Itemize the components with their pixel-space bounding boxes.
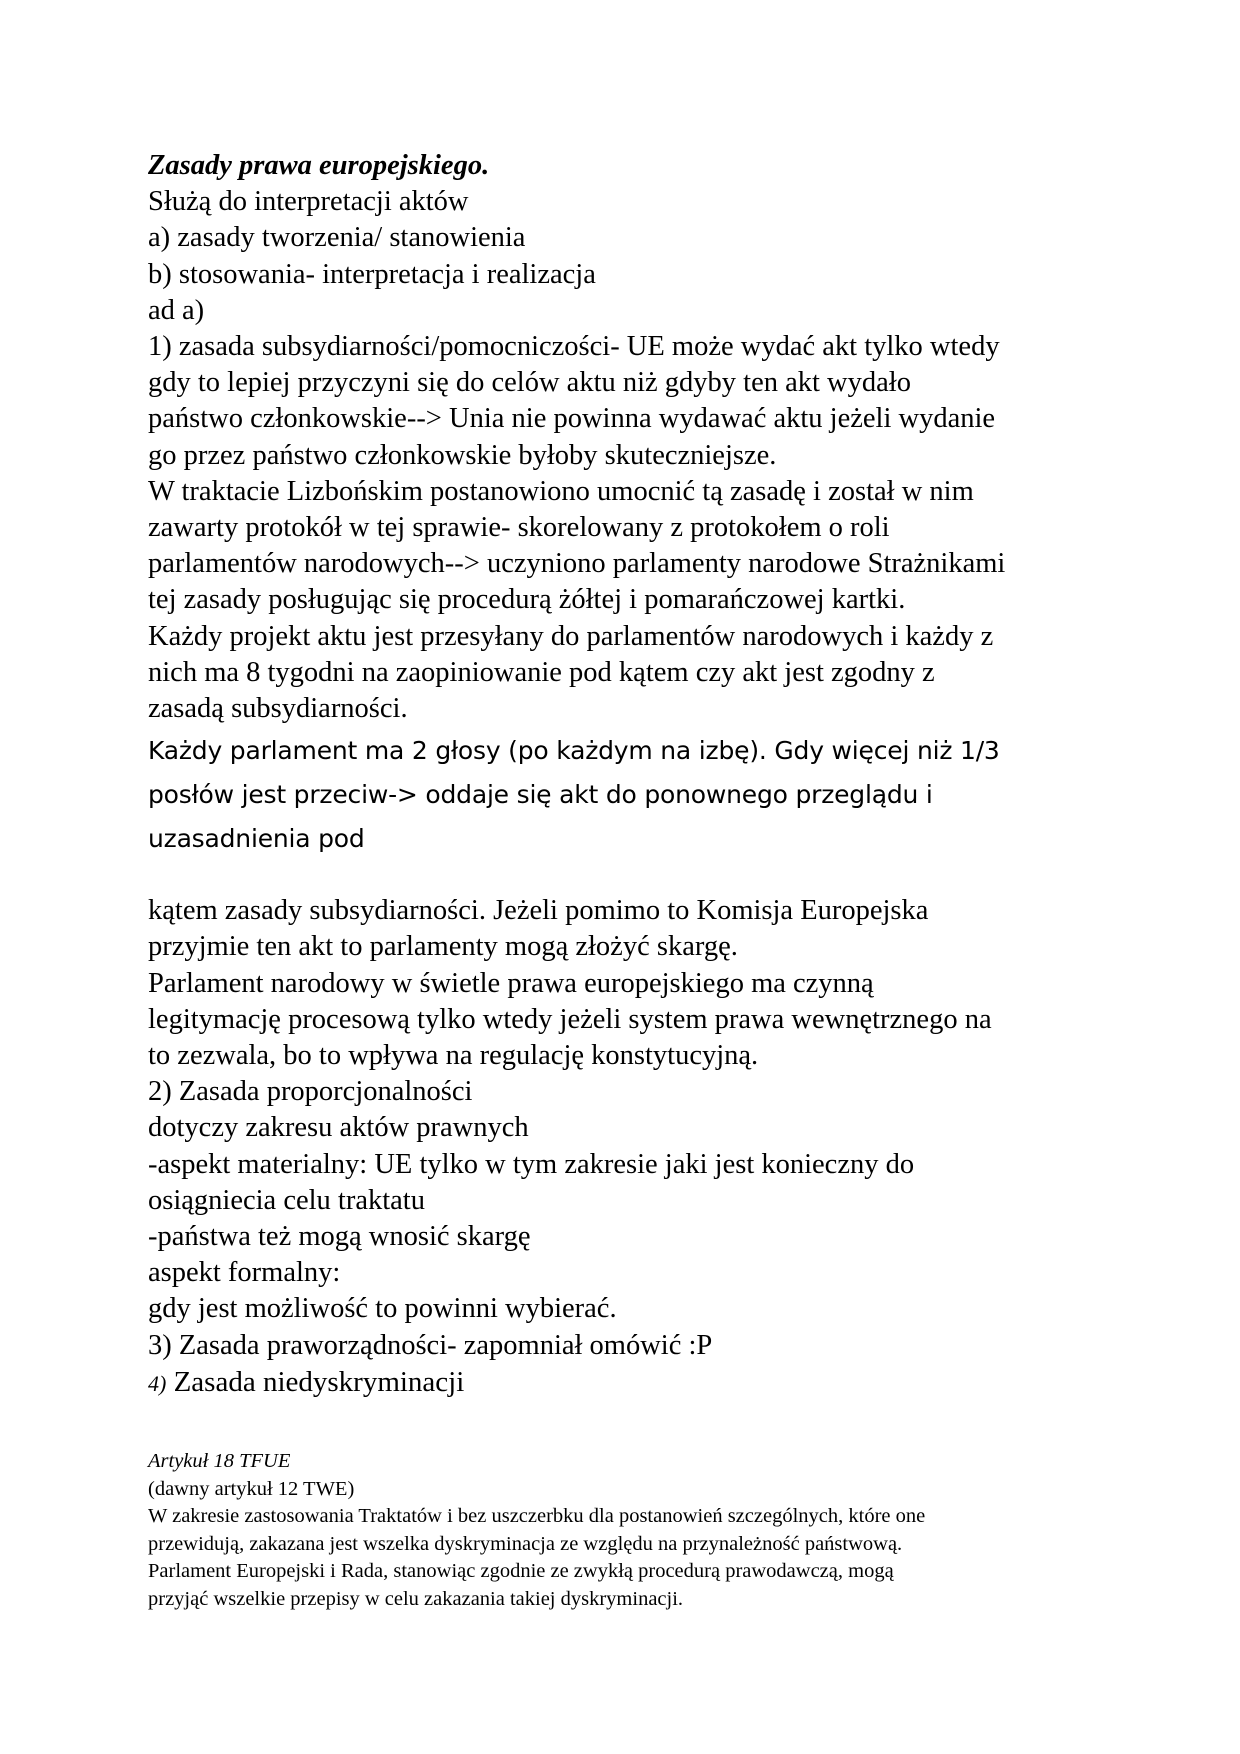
document-title: Zasady prawa europejskiego. — [148, 150, 490, 181]
text-line: Służą do interpretacji aktów — [148, 186, 469, 218]
article-title: Artykuł 18 TFUE — [148, 1450, 291, 1473]
continuation-section — [148, 893, 1108, 1402]
text-line: a) zasady tworzenia/ stanowienia — [148, 222, 526, 254]
text-line: 3) Zasada praworządności- zapomniał omówić :P — [148, 1329, 713, 1361]
text-line: zasadą subsydiarności. — [148, 693, 408, 725]
text-line: tej zasady posługując się procedurą żółtej i pomarańczowej kartki. — [148, 584, 906, 616]
item-4-text: Zasada niedyskryminacji — [166, 1365, 465, 1398]
document-page — [148, 148, 1108, 1613]
text-line: Każdy parlament ma 2 głosy (po każdym na izbę). Gdy więcej niż 1/3 — [148, 736, 1000, 766]
item-4-heading — [148, 1364, 1108, 1402]
text-line: zawarty protokół w tej sprawie- skorelowany z protokołem o roli — [148, 512, 890, 544]
intro-section — [148, 184, 1108, 727]
article-line: W zakresie zastosowania Traktatów i bez uszczerbku dla postanowień szczególnych, które one — [148, 1505, 926, 1528]
text-line: Każdy projekt aktu jest przesyłany do parlamentów narodowych i każdy z — [148, 620, 994, 652]
text-line: to zezwala, bo to wpływa na regulację konstytucyjną. — [148, 1040, 759, 1072]
text-line: osiągniecia celu traktatu — [148, 1184, 425, 1216]
article-former-number: (dawny artykuł 12 TWE) — [148, 1477, 355, 1500]
text-line: go przez państwo członkowskie byłoby skuteczniejsze. — [148, 439, 777, 471]
article-quote — [148, 1448, 1108, 1613]
text-line: aspekt formalny: — [148, 1257, 341, 1289]
article-line: przewidują, zakazana jest wszelka dyskryminacja ze względu na przynależność państwową. — [148, 1532, 903, 1555]
text-line: państwo członkowskie--> Unia nie powinna wydawać aktu jeżeli wydanie — [148, 403, 996, 435]
text-line: ad a) — [148, 294, 205, 326]
text-line: przyjmie ten akt to parlamenty mogą złożyć skargę. — [148, 931, 738, 963]
text-line: gdy to lepiej przyczyni się do celów aktu niż gdyby ten akt wydało — [148, 367, 911, 399]
text-line: legitymację procesową tylko wtedy jeżeli system prawa wewnętrznego na — [148, 1003, 992, 1035]
text-line: nich ma 8 tygodni na zaopiniowanie pod kątem czy akt jest zgodny z — [148, 656, 935, 688]
text-line: parlamentów narodowych--> uczyniono parlamenty narodowe Strażnikami — [148, 548, 1006, 580]
text-line: kątem zasady subsydiarności. Jeżeli pomimo to Komisja Europejska — [148, 895, 929, 927]
text-line: W traktacie Lizbońskim postanowiono umocnić tą zasadę i został w nim — [148, 475, 974, 507]
text-line: b) stosowania- interpretacja i realizacja — [148, 258, 596, 290]
article-line: przyjąć wszelkie przepisy w celu zakazania takiej dyskryminacji. — [148, 1587, 684, 1610]
text-line: uzasadnienia pod — [148, 824, 365, 854]
text-line: Parlament narodowy w świetle prawa europejskiego ma czynną — [148, 967, 874, 999]
text-line: 2) Zasada proporcjonalności — [148, 1076, 473, 1108]
article-line: Parlament Europejski i Rada, stanowiąc zgodnie ze zwykłą procedurą prawodawczą, mogą — [148, 1560, 894, 1583]
text-line: -państwa też mogą wnosić skargę — [148, 1221, 531, 1253]
text-line: 1) zasada subsydiarności/pomocniczości- UE może wydać akt tylko wtedy — [148, 331, 1000, 363]
text-line: posłów jest przeciw-> oddaje się akt do ponownego przeglądu i — [148, 780, 933, 810]
item-4-number: 4) — [148, 1370, 167, 1396]
text-line: dotyczy zakresu aktów prawnych — [148, 1112, 529, 1144]
text-line: -aspekt materialny: UE tylko w tym zakresie jaki jest konieczny do — [148, 1148, 915, 1180]
sans-section — [148, 729, 1108, 861]
text-line: gdy jest możliwość to powinni wybierać. — [148, 1293, 617, 1325]
